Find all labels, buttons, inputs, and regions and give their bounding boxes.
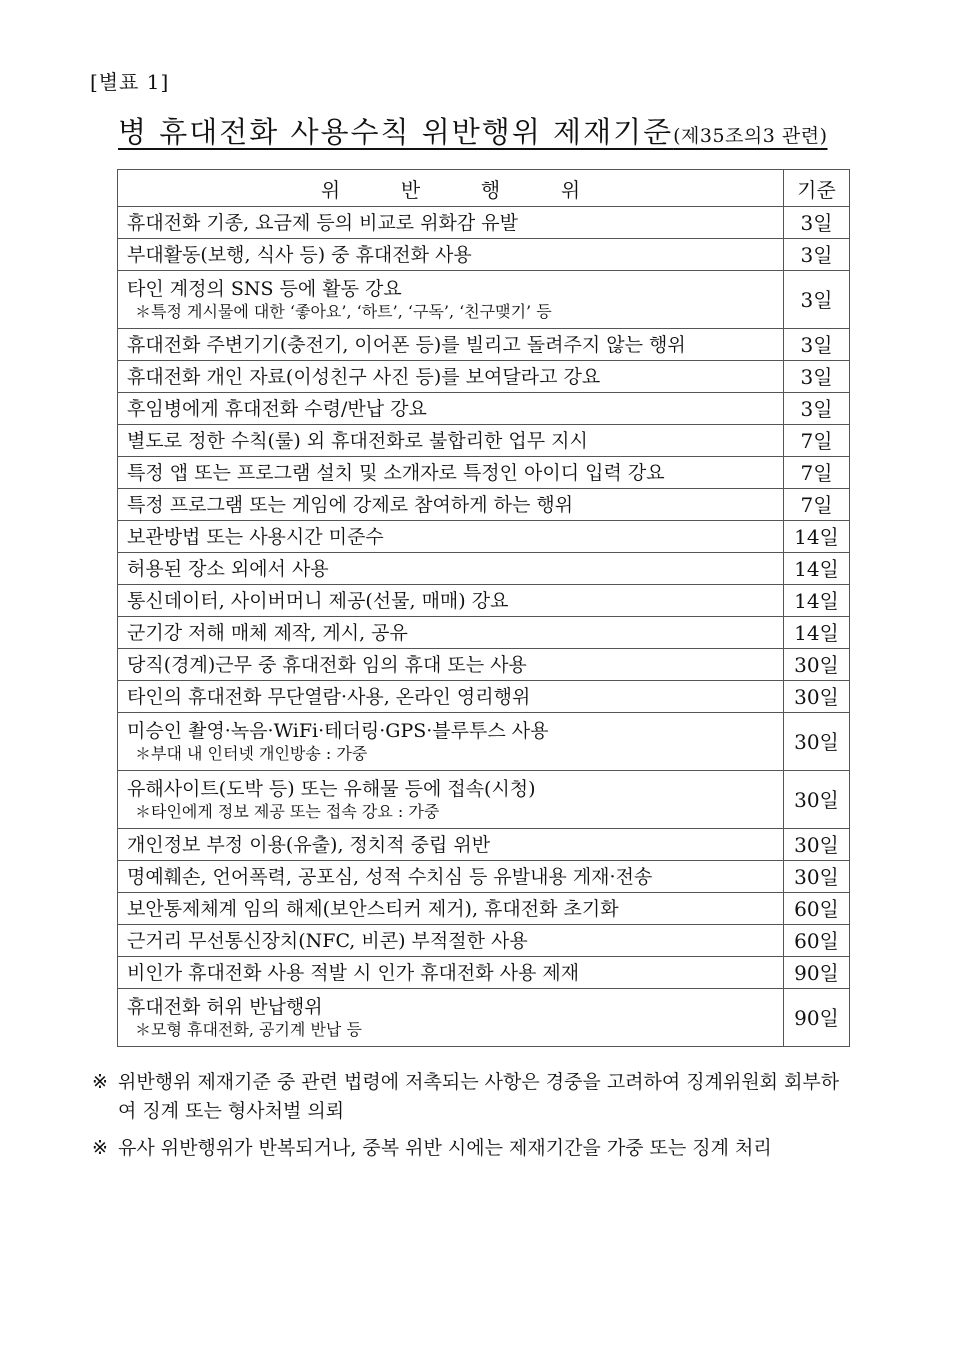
table-row	[118, 329, 850, 361]
table-row	[118, 393, 850, 425]
table-header-row	[118, 170, 850, 207]
standard-cell: 7일	[784, 425, 850, 457]
violation-text: 별도로 정한 수칙(룰) 외 휴대전화로 불합리한 업무 지시	[127, 429, 588, 452]
table-row	[118, 585, 850, 617]
table-row	[118, 239, 850, 271]
table-row	[118, 553, 850, 585]
remark-text: 위반행위 제재기준 중 관련 법령에 저촉되는 사항은 경중을 고려하여 징계위원회 회부하여 징계 또는 형사처벌 의뢰	[118, 1071, 840, 1122]
standard-cell: 30일	[784, 713, 850, 771]
remark-text: 유사 위반행위가 반복되거나, 중복 위반 시에는 제재기간을 가중 또는 징계 처리	[118, 1137, 772, 1159]
sanction-table	[117, 169, 850, 1047]
table-row	[118, 681, 850, 713]
violation-cell	[118, 771, 784, 829]
remarks	[92, 1068, 852, 1171]
violation-text: 휴대전화 기종, 요금제 등의 비교로 위화감 유발	[127, 211, 519, 234]
standard-cell: 3일	[784, 329, 850, 361]
violation-text: 개인정보 부정 이용(유출), 정치적 중립 위반	[127, 833, 491, 856]
table-row	[118, 649, 850, 681]
reference-mark-icon: ※	[92, 1137, 108, 1159]
standard-cell: 30일	[784, 771, 850, 829]
violation-text: 허용된 장소 외에서 사용	[127, 557, 329, 580]
violation-text: 미승인 촬영·녹음·WiFi·테더링·GPS·블루투스 사용	[127, 719, 549, 742]
standard-cell: 60일	[784, 893, 850, 925]
violation-text: 특정 앱 또는 프로그램 설치 및 소개자로 특정인 아이디 입력 강요	[127, 461, 665, 484]
table-row	[118, 489, 850, 521]
standard-cell: 90일	[784, 957, 850, 989]
remark-item	[92, 1134, 852, 1163]
standard-cell: 3일	[784, 393, 850, 425]
table-row	[118, 361, 850, 393]
violation-text: 통신데이터, 사이버머니 제공(선물, 매매) 강요	[127, 589, 509, 612]
reference-mark-icon: ※	[92, 1071, 108, 1093]
standard-cell: 30일	[784, 861, 850, 893]
standard-cell: 14일	[784, 617, 850, 649]
violation-text: 비인가 휴대전화 사용 적발 시 인가 휴대전화 사용 제재	[127, 961, 580, 984]
table-row	[118, 771, 850, 829]
violation-text: 휴대전화 주변기기(충전기, 이어폰 등)를 빌리고 돌려주지 않는 행위	[127, 333, 686, 356]
violation-note: ＊부대 내 인터넷 개인방송 : 가중	[135, 743, 368, 763]
table-row	[118, 207, 850, 239]
violation-text: 근거리 무선통신장치(NFC, 비콘) 부적절한 사용	[127, 929, 528, 952]
violation-cell	[118, 713, 784, 771]
standard-cell: 14일	[784, 585, 850, 617]
standard-cell: 30일	[784, 681, 850, 713]
violation-text: 타인 계정의 SNS 등에 활동 강요	[127, 277, 402, 300]
violation-cell	[118, 957, 784, 989]
header-violation: 위 반 행 위	[118, 170, 784, 207]
violation-cell	[118, 271, 784, 329]
violation-cell	[118, 489, 784, 521]
violation-cell	[118, 649, 784, 681]
table-row	[118, 893, 850, 925]
violation-cell	[118, 239, 784, 271]
standard-cell: 7일	[784, 489, 850, 521]
violation-cell	[118, 585, 784, 617]
title-sub: (제35조의3 관련)	[673, 125, 828, 147]
standard-cell: 7일	[784, 457, 850, 489]
table-row	[118, 521, 850, 553]
remark-item	[92, 1068, 852, 1126]
violation-text: 특정 프로그램 또는 게임에 강제로 참여하게 하는 행위	[127, 493, 574, 516]
standard-cell: 60일	[784, 925, 850, 957]
standard-cell: 3일	[784, 361, 850, 393]
table-row	[118, 989, 850, 1047]
document-title	[118, 110, 858, 151]
standard-cell: 90일	[784, 989, 850, 1047]
header-standard: 기준	[784, 170, 850, 207]
violation-cell	[118, 861, 784, 893]
table-row	[118, 617, 850, 649]
table-row	[118, 457, 850, 489]
violation-text: 타인의 휴대전화 무단열람·사용, 온라인 영리행위	[127, 685, 531, 708]
violation-text: 보안통제체계 임의 해제(보안스티커 제거), 휴대전화 초기화	[127, 897, 619, 920]
standard-cell: 30일	[784, 649, 850, 681]
table-row	[118, 925, 850, 957]
table-row	[118, 829, 850, 861]
violation-cell	[118, 329, 784, 361]
violation-cell	[118, 893, 784, 925]
table-row	[118, 425, 850, 457]
annex-label: [별표 1]	[90, 70, 170, 94]
violation-cell	[118, 207, 784, 239]
title-main: 병 휴대전화 사용수칙 위반행위 제재기준	[118, 115, 674, 149]
violation-text: 후임병에게 휴대전화 수령/반납 강요	[127, 397, 427, 420]
violation-text: 부대활동(보행, 식사 등) 중 휴대전화 사용	[127, 243, 472, 266]
violation-cell	[118, 617, 784, 649]
violation-cell	[118, 361, 784, 393]
violation-cell	[118, 925, 784, 957]
violation-text: 당직(경계)근무 중 휴대전화 임의 휴대 또는 사용	[127, 653, 527, 676]
table-row	[118, 957, 850, 989]
violation-note: ＊타인에게 정보 제공 또는 접속 강요 : 가중	[135, 801, 440, 821]
violation-cell	[118, 425, 784, 457]
violation-cell	[118, 457, 784, 489]
standard-cell: 3일	[784, 271, 850, 329]
standard-cell: 14일	[784, 521, 850, 553]
violation-cell	[118, 829, 784, 861]
violation-text: 유해사이트(도박 등) 또는 유해물 등에 접속(시청)	[127, 777, 536, 800]
violation-text: 휴대전화 개인 자료(이성친구 사진 등)를 보여달라고 강요	[127, 365, 601, 388]
violation-text: 명예훼손, 언어폭력, 공포심, 성적 수치심 등 유발내용 게재·전송	[127, 865, 653, 888]
violation-cell	[118, 989, 784, 1047]
table-row	[118, 713, 850, 771]
violation-cell	[118, 521, 784, 553]
violation-text: 보관방법 또는 사용시간 미준수	[127, 525, 384, 548]
standard-cell: 3일	[784, 239, 850, 271]
standard-cell: 14일	[784, 553, 850, 585]
violation-cell	[118, 393, 784, 425]
violation-note: ＊특정 게시물에 대한 ‘좋아요’, ‘하트’, ‘구독’, ‘친구맺기’ 등	[135, 301, 552, 321]
violation-text: 휴대전화 허위 반납행위	[127, 995, 323, 1018]
violation-text: 군기강 저해 매체 제작, 게시, 공유	[127, 621, 408, 644]
violation-note: ＊모형 휴대전화, 공기계 반납 등	[135, 1019, 362, 1039]
violation-cell	[118, 553, 784, 585]
violation-cell	[118, 681, 784, 713]
standard-cell: 3일	[784, 207, 850, 239]
table-row	[118, 861, 850, 893]
standard-cell: 30일	[784, 829, 850, 861]
table-row	[118, 271, 850, 329]
